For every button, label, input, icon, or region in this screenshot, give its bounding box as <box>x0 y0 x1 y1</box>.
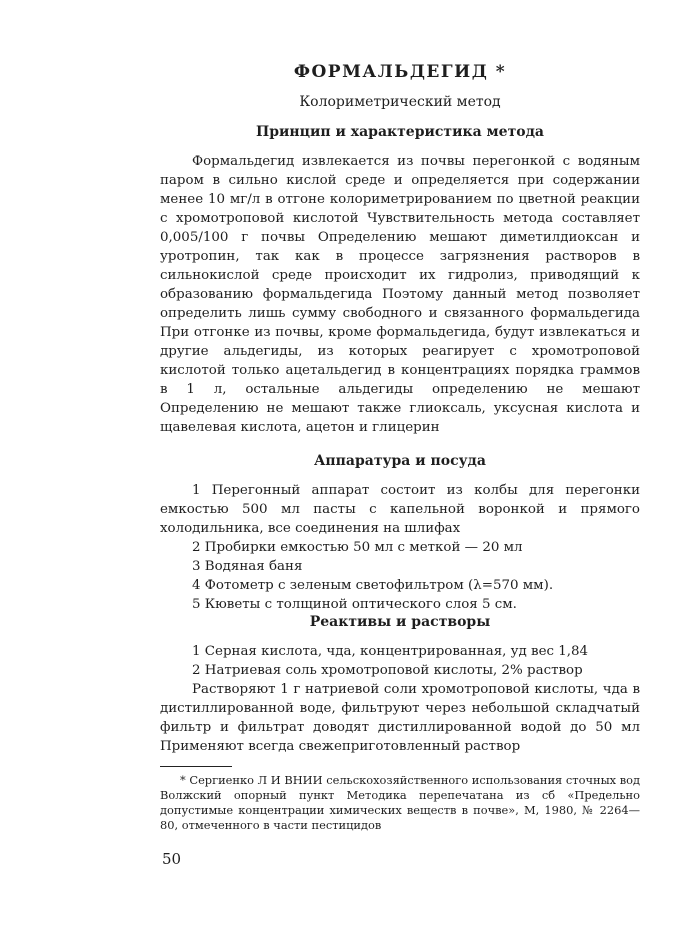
document-subtitle: Колориметрический метод <box>299 94 501 110</box>
footnote: * Сергиенко Л И ВНИИ сельскохозяйственного использования сточных вод Волжский опорный пункт Методика перепечатана из сб «Предельно допустимые концентрации химических веществ в почве», М, 1980, № 2264—80, отмеченного в части пестицидов <box>160 773 640 832</box>
footnote-divider <box>160 766 232 767</box>
list-item: 3 Водяная баня <box>192 559 303 574</box>
list-item: 1 Перегонный аппарат состоит из колбы для перегонки емкостью 500 мл пасты с капельной воронкой и прямого холодильника, все соединения на шлифах <box>160 483 640 536</box>
list-item: 2 Натриевая соль хромотроповой кислоты, 2% раствор <box>192 663 583 678</box>
reagents-list <box>160 642 640 680</box>
reagents-paragraph: Растворяют 1 г натриевой соли хромотроповой кислоты, чда в дистиллированной воде, фильтруют через небольшой складчатый фильтр и фильтрат доводят дистиллированной водой до 50 мл Применяют всегда свежеприготовленный раствор <box>160 682 640 754</box>
list-item: 2 Пробирки емкостью 50 мл с меткой — 20 мл <box>192 540 523 555</box>
principle-paragraph: Формальдегид извлекается из почвы перегонкой с водяным паром в сильно кислой среде и определяется при содержании менее 10 мг/л в отгоне колориметрированием по цветной реакции с хромотроповой кислотой Чувствительность метода составляет 0,005/100 г почвы Определению мешают диметилдиоксан и уротропин, так как в процессе загрязнения растворов в сильнокислой среде происходит их гидролиз, приводящий к образованию формальдегида Поэтому данный метод позволяет определить лишь сумму свободного и связанного формальдегида При отгонке из почвы, кроме формальдегида, будут извлекаться и другие альдегиды, из которых реагирует с хромотроповой кислотой только ацетальдегид в концентрациях порядка граммов в 1 л, остальные альдегиды определению не мешают Определению не мешают также глиоксаль, уксусная кислота и щавелевая кислота, ацетон и глицерин <box>160 154 640 435</box>
list-item: 5 Кюветы с толщиной оптического слоя 5 см. <box>192 597 517 612</box>
reagents-heading: Реактивы и растворы <box>309 614 491 630</box>
apparatus-list <box>160 481 640 614</box>
apparatus-heading: Аппаратура и посуда <box>314 453 486 469</box>
page-number: 50 <box>162 850 182 868</box>
list-item: 1 Серная кислота, чда, концентрированная, уд вес 1,84 <box>192 644 589 659</box>
document-page <box>160 62 640 833</box>
document-title: ФОРМАЛЬДЕГИД * <box>293 62 507 82</box>
list-item: 4 Фотометр с зеленым светофильтром (λ=570 мм). <box>192 578 554 593</box>
principle-heading: Принцип и характеристика метода <box>255 124 544 140</box>
